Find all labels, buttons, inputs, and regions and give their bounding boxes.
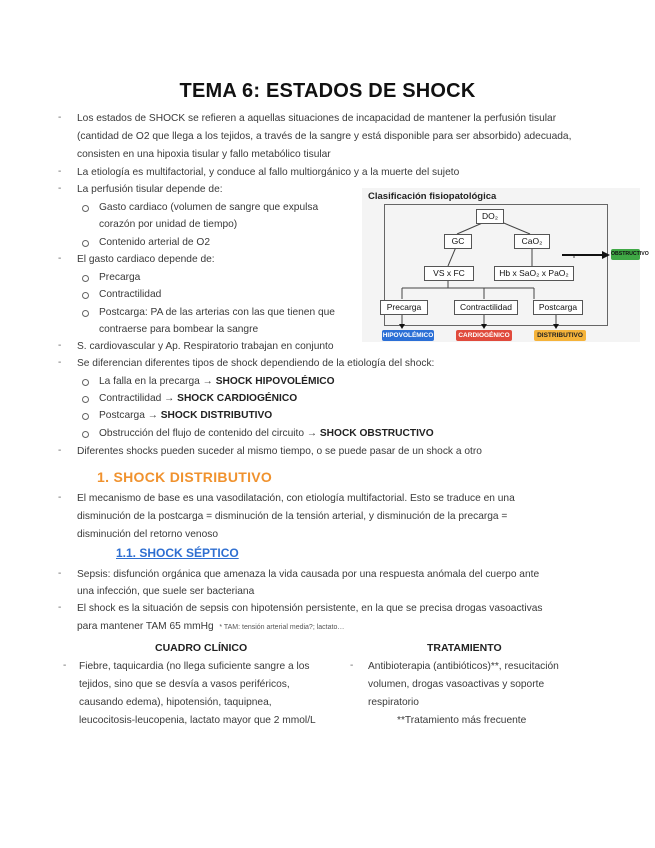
classification-diagram	[362, 188, 649, 342]
bullet-dash: -	[58, 602, 62, 613]
bullet-dash: -	[58, 357, 62, 368]
tag-distributivo: DISTRIBUTIVO	[534, 330, 586, 341]
tag-obstructivo: OBSTRUCTIVO	[611, 249, 640, 260]
sub-bullet	[82, 379, 89, 386]
treatment-line1: Antibioterapia (antibióticos)**, resucitación	[368, 661, 559, 672]
intro-p4: El gasto cardiaco depende de:	[77, 254, 215, 265]
section11-p1-line1: Sepsis: disfunción orgánica que amenaza la vida causada por una respuesta anómala del cuerpo ante	[77, 569, 540, 580]
intro-p1-line3: consisten en una hipoxia tisular y fallo metabólico tisular	[77, 149, 331, 160]
intro-p5: S. cardiovascular y Ap. Respiratorio trabajan en conjunto	[77, 341, 334, 352]
shock-type-obstructivo: Obstrucción del flujo de contenido del circuito → SHOCK OBSTRUCTIVO	[99, 428, 434, 439]
bullet-dash: -	[58, 340, 62, 351]
section11-p1-line2: una infección, que suele ser bacteriana	[77, 586, 255, 597]
intro-p3: La perfusión tisular depende de:	[77, 184, 223, 195]
diagram-cao2: CaO₂	[514, 234, 550, 249]
clinical-line3: causando edema), hipotensión, taquipnea,	[79, 697, 272, 708]
column-header-cuadro-clinico: CUADRO CLÍNICO	[155, 642, 248, 654]
shock-type-distributivo: Postcarga → SHOCK DISTRIBUTIVO	[99, 410, 273, 421]
intro-p3a-line1: Gasto cardiaco (volumen de sangre que expulsa	[99, 202, 319, 213]
tag-hipovolemico: HIPOVOLÉMICO	[382, 332, 434, 339]
diagram-do2: DO₂	[476, 209, 504, 224]
section11-p2: El shock es la situación de sepsis con hipotensión persistente, en la que se precisa drogas vasoactivas	[77, 603, 543, 614]
treatment-note: **Tratamiento más frecuente	[397, 715, 527, 726]
treatment-line3: respiratorio	[368, 697, 419, 708]
bullet-dash: -	[58, 492, 62, 503]
intro-p6: Se diferencian diferentes tipos de shock dependiendo de la etiología del shock:	[77, 358, 435, 369]
bullet-dash: -	[58, 166, 62, 177]
bullet-dash: -	[58, 568, 62, 579]
intro-p4a: Precarga	[99, 272, 141, 283]
bullet-dash: -	[58, 253, 62, 264]
bullet-dash: -	[58, 445, 62, 456]
tam-note: * TAM: tensión arterial media?; lactato…	[219, 624, 345, 631]
clinical-line4: leucocitosis-leucopenia, lactato mayor que 2 mmol/L	[79, 715, 316, 726]
bullet-dash: -	[58, 112, 62, 123]
section11-p3: para mantener TAM 65 mmHg * TAM: tensión arterial media?; lactato…	[77, 621, 345, 632]
page-title: TEMA 6: ESTADOS DE SHOCK	[179, 80, 476, 102]
clinical-line2: tejidos, sino que se desvía a vasos periféricos,	[79, 679, 290, 690]
tag-cardiogenico: CARDIOGÉNICO	[456, 330, 512, 341]
sub-bullet	[82, 292, 89, 299]
diagram-hb: Hb x SaO₂ x PaO₂	[494, 266, 574, 281]
sub-bullet	[82, 413, 89, 420]
diagram-title: Clasificación fisiopatológica	[368, 191, 497, 202]
intro-p4b: Contractilidad	[99, 289, 162, 300]
sub-bullet	[82, 275, 89, 282]
diagram-vsfc: VS x FC	[424, 266, 474, 281]
intro-p2: La etiología es multifactorial, y conduce al fallo multiorgánico y a la muerte del sujeto	[77, 167, 460, 178]
bullet-dash: -	[58, 183, 62, 194]
diagram-gc: GC	[444, 234, 472, 249]
intro-p7: Diferentes shocks pueden suceder al mismo tiempo, o se puede pasar de un shock a otro	[77, 446, 482, 457]
section1-line2: disminución de la postcarga = disminución de la tensión arterial, y disminución de la precarga =	[77, 511, 508, 522]
section1-line1: El mecanismo de base es una vasodilatación, con etiología multifactorial. Esto se traduce en una	[77, 493, 515, 504]
sub-bullet	[82, 240, 89, 247]
diagram-precarga: Precarga	[380, 300, 428, 315]
intro-p1-line1: Los estados de SHOCK se refieren a aquellas situaciones de incapacidad de mantener la perfusión tisular	[77, 113, 557, 124]
intro-p3b: Contenido arterial de O2	[99, 237, 210, 248]
sub-bullet	[82, 205, 89, 212]
diagram-postcarga: Postcarga	[533, 300, 583, 315]
sub-bullet	[82, 310, 89, 317]
diagram-contractilidad: Contractilidad	[454, 300, 518, 315]
clinical-line1: Fiebre, taquicardia (no llega suficiente sangre a los	[79, 661, 310, 672]
column-header-tratamiento: TRATAMIENTO	[427, 642, 502, 654]
section-heading-septico: 1.1. SHOCK SÉPTICO	[116, 546, 239, 560]
sub-bullet	[82, 396, 89, 403]
section1-line3: disminución del retorno venoso	[77, 529, 219, 540]
bullet-dash: -	[350, 660, 354, 671]
bullet-dash: -	[63, 660, 67, 671]
intro-p1-line2: (cantidad de O2 que llega a los tejidos, a través de la sangre y está disponible para ser absorbido) adecuada,	[77, 131, 572, 142]
shock-type-hipovolemico: La falla en la precarga → SHOCK HIPOVOLÉMICO	[99, 376, 335, 387]
sub-bullet	[82, 431, 89, 438]
intro-p4c-line1: Postcarga: PA de las arterias con las que tienen que	[99, 307, 335, 318]
treatment-line2: volumen, drogas vasoactivas y soporte	[368, 679, 545, 690]
section-heading-distributivo: 1. SHOCK DISTRIBUTIVO	[97, 469, 273, 485]
intro-p4c-line2: contraerse para bombear la sangre	[99, 324, 259, 335]
intro-p3a-line2: corazón por unidad de tiempo)	[99, 219, 238, 230]
shock-type-cardiogenico: Contractilidad → SHOCK CARDIOGÉNICO	[99, 393, 298, 404]
